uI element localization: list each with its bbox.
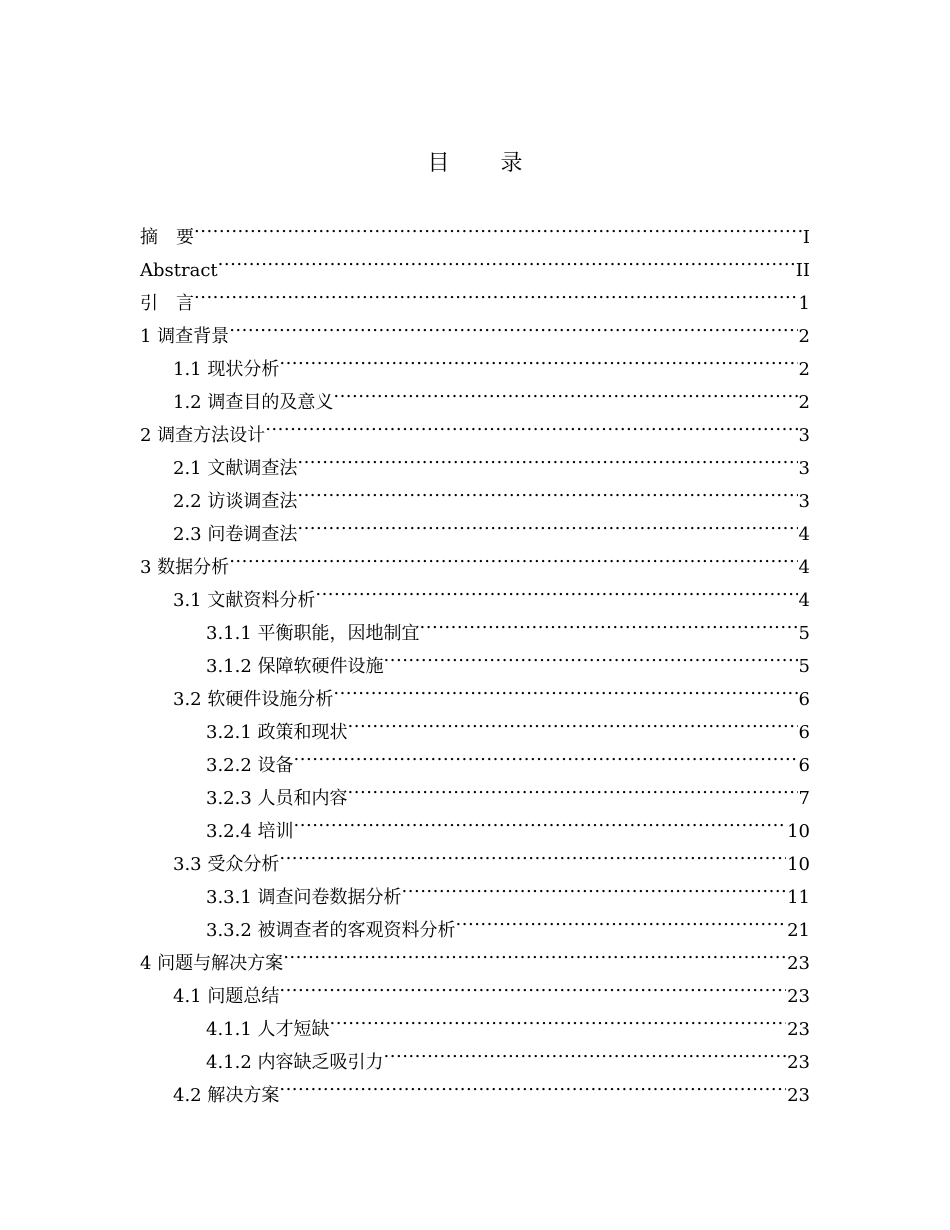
toc-entry-page-number: 2	[798, 320, 810, 353]
toc-entry-page-number: 10	[786, 815, 810, 848]
toc-entry-label: 摘 要	[140, 227, 194, 248]
toc-dot-leader	[420, 606, 798, 639]
toc-entry-label: 3.1.2 保障软硬件设施	[206, 656, 384, 677]
toc-entry-page-number: 23	[786, 1046, 810, 1079]
toc-entry-label: 1.2 调查目的及意义	[173, 392, 334, 413]
toc-entry-page-number: 23	[786, 1079, 810, 1112]
toc-dot-leader	[384, 1035, 787, 1068]
toc-entry-page-number: 23	[786, 980, 810, 1013]
toc-entry-label: 2 调查方法设计	[140, 425, 266, 446]
toc-entry-page-number: 7	[798, 782, 810, 815]
toc-dot-leader	[330, 1002, 787, 1035]
toc-dot-leader	[315, 573, 797, 606]
toc-entry-label: 3 数据分析	[140, 557, 230, 578]
toc-entry-label: 4.1 问题总结	[173, 986, 280, 1007]
toc-entry-label: 4 问题与解决方案	[140, 953, 284, 974]
toc-title: 目 录	[427, 151, 545, 176]
toc-dot-leader	[229, 309, 797, 342]
toc-entry-label: 4.1.2 内容缺乏吸引力	[206, 1052, 384, 1073]
toc-entry-label: 3.2.2 设备	[206, 755, 294, 776]
toc-entry-label: 2.3 问卷调查法	[173, 524, 298, 545]
toc-entry-page-number: 1	[798, 287, 810, 320]
toc-dot-leader	[384, 639, 798, 672]
toc-dot-leader	[348, 771, 798, 804]
toc-entry[interactable]	[140, 210, 810, 248]
toc-entry-label: 1 调查背景	[140, 326, 230, 347]
toc-entry-label: 3.3.1 调查问卷数据分析	[206, 887, 402, 908]
toc-entry-label: 3.2 软硬件设施分析	[173, 689, 334, 710]
toc-dot-leader	[333, 672, 797, 705]
toc-entry-label: 4.2 解决方案	[173, 1085, 280, 1106]
toc-list	[140, 210, 810, 1106]
toc-entry-page-number: 4	[798, 551, 810, 584]
toc-dot-leader	[294, 738, 798, 771]
toc-entry-page-number: 5	[798, 650, 810, 683]
toc-entry-page-number: 21	[786, 914, 810, 947]
toc-entry-page-number: 2	[798, 386, 810, 419]
toc-dot-leader	[194, 276, 798, 309]
toc-dot-leader	[294, 804, 787, 837]
toc-entry-page-number: 4	[798, 518, 810, 551]
toc-entry-page-number: 3	[798, 419, 810, 452]
toc-dot-leader	[297, 441, 797, 474]
toc-dot-leader	[279, 837, 786, 870]
toc-entry-page-number: 23	[786, 1013, 810, 1046]
toc-entry-page-number: 6	[798, 749, 810, 782]
toc-entry-label: 3.3.2 被调查者的客观资料分析	[206, 920, 456, 941]
toc-entry-page-number: 5	[798, 617, 810, 650]
toc-dot-leader	[456, 903, 787, 936]
toc-entry[interactable]	[140, 573, 810, 611]
toc-entry-label: 2.2 访谈调查法	[173, 491, 298, 512]
toc-entry-page-number: 2	[798, 353, 810, 386]
toc-entry-label: 3.1.1 平衡职能，因地制宜	[206, 623, 420, 644]
toc-entry-page-number: 6	[798, 683, 810, 716]
toc-entry-label: 3.1 文献资料分析	[173, 590, 316, 611]
toc-dot-leader	[229, 540, 797, 573]
toc-dot-leader	[297, 507, 797, 540]
toc-dot-leader	[297, 474, 797, 507]
toc-entry-label: 3.3 受众分析	[173, 854, 280, 875]
toc-dot-leader	[402, 870, 787, 903]
toc-dot-leader	[279, 342, 797, 375]
toc-entry-label: 1.1 现状分析	[173, 359, 280, 380]
toc-dot-leader	[265, 408, 797, 441]
toc-entry[interactable]	[140, 243, 810, 281]
toc-entry-page-number: 3	[798, 485, 810, 518]
toc-entry-page-number: 11	[786, 881, 810, 914]
toc-entry-page-number: 4	[798, 584, 810, 617]
toc-dot-leader	[348, 705, 798, 738]
toc-dot-leader	[279, 1068, 786, 1101]
toc-entry-page-number: II	[795, 254, 810, 287]
toc-entry[interactable]	[140, 342, 810, 380]
toc-entry-label: 2.1 文献调查法	[173, 458, 298, 479]
toc-entry-label: 3.2.4 培训	[206, 821, 294, 842]
toc-entry[interactable]	[140, 540, 810, 578]
toc-entry-label: 3.2.1 政策和现状	[206, 722, 348, 743]
toc-entry-page-number: I	[802, 221, 810, 254]
toc-dot-leader	[218, 243, 795, 276]
toc-entry-page-number: 10	[786, 848, 810, 881]
toc-entry-label: 引 言	[140, 293, 194, 314]
toc-entry-page-number: 3	[798, 452, 810, 485]
toc-dot-leader	[279, 969, 786, 1002]
toc-entry[interactable]	[140, 276, 810, 314]
toc-dot-leader	[333, 375, 797, 408]
toc-dot-leader	[194, 210, 802, 243]
toc-entry[interactable]	[140, 309, 810, 347]
toc-entry-label: Abstract	[140, 260, 218, 281]
toc-entry-label: 4.1.1 人才短缺	[206, 1019, 330, 1040]
toc-entry-page-number: 6	[798, 716, 810, 749]
toc-entry-label: 3.2.3 人员和内容	[206, 788, 348, 809]
toc-entry-page-number: 23	[786, 947, 810, 980]
toc-dot-leader	[283, 936, 786, 969]
